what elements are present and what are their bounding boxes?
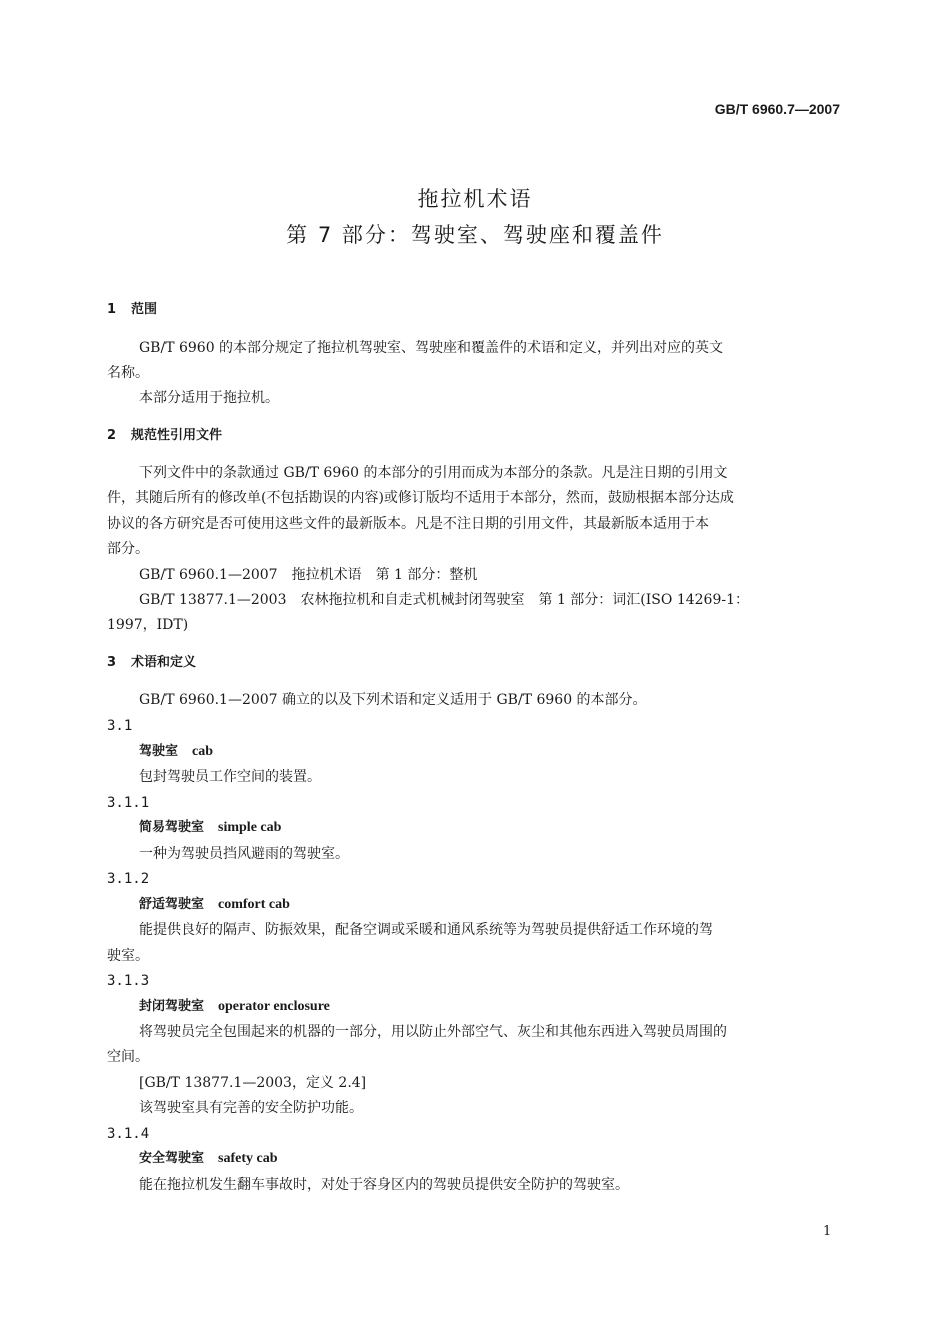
term-definition: 能在拖拉机发生翻车事故时，对处于容身区内的驾驶员提供安全防护的驾驶室。 <box>139 1177 629 1193</box>
term-definition: 将驾驶员完全包围起来的机器的一部分，用以防止外部空气、灰尘和其他东西进入驾驶员周围的 <box>139 1024 727 1040</box>
term-definition-continued: 空间。 <box>107 1049 149 1065</box>
paragraph-line: GB/T 6960.1—2007 确立的以及下列术语和定义适用于 GB/T 6960 的本部分。 <box>139 692 647 708</box>
page-number: 1 <box>823 1224 832 1239</box>
term-entry <box>139 1149 278 1169</box>
section-title: 规范性引用文件 <box>131 428 223 443</box>
term-zh: 驾驶室 <box>139 744 179 759</box>
section-heading-scope <box>107 300 157 320</box>
term-source-reference: [GB/T 13877.1—2003，定义 2.4] <box>139 1075 367 1091</box>
term-zh: 封闭驾驶室 <box>139 999 205 1014</box>
section-number: 1 <box>107 302 117 317</box>
term-en: cab <box>192 744 214 759</box>
term-entry <box>139 997 330 1017</box>
term-en: operator enclosure <box>218 999 330 1014</box>
paragraph-line: 本部分适用于拖拉机。 <box>139 390 279 406</box>
clause-number: 3.1.4 <box>107 1126 150 1142</box>
clause-number: 3.1.1 <box>107 795 150 811</box>
paragraph-line: GB/T 6960 的本部分规定了拖拉机驾驶室、驾驶座和覆盖件的术语和定义，并列出对应的英文 <box>139 340 724 356</box>
section-title: 范围 <box>131 302 158 317</box>
term-entry <box>139 895 290 915</box>
section-heading-terms <box>107 653 196 673</box>
document-title: 拖拉机术语 <box>417 187 533 211</box>
term-definition-continued: 驶室。 <box>107 948 149 964</box>
section-title: 术语和定义 <box>131 655 197 670</box>
term-definition: 能提供良好的隔声、防振效果，配备空调或采暖和通风系统等为驾驶员提供舒适工作环境的驾 <box>139 922 713 938</box>
term-entry <box>139 818 281 838</box>
section-number: 2 <box>107 428 117 443</box>
document-number: GB/T 6960.7—2007 <box>714 101 840 117</box>
reference-item: GB/T 6960.1—2007 拖拉机术语 第 1 部分：整机 <box>139 567 478 583</box>
term-definition: 包封驾驶员工作空间的装置。 <box>139 769 321 785</box>
paragraph-line: 协议的各方研究是否可使用这些文件的最新版本。凡是不注日期的引用文件，其最新版本适用于本 <box>107 516 709 532</box>
paragraph-line: 件，其随后所有的修改单(不包括勘误的内容)或修订版均不适用于本部分，然而，鼓励根据本部分达成 <box>107 490 734 506</box>
term-definition: 一种为驾驶员挡风避雨的驾驶室。 <box>139 846 349 862</box>
clause-number: 3.1.2 <box>107 871 150 887</box>
term-entry <box>139 742 213 762</box>
term-en: comfort cab <box>218 897 290 912</box>
reference-item-continued: 1997，IDT) <box>107 617 189 633</box>
term-note: 该驾驶室具有完善的安全防护功能。 <box>139 1100 363 1116</box>
term-zh: 舒适驾驶室 <box>139 897 205 912</box>
term-zh: 简易驾驶室 <box>139 820 205 835</box>
term-zh: 安全驾驶室 <box>139 1151 205 1166</box>
term-en: safety cab <box>218 1151 278 1166</box>
section-number: 3 <box>107 655 117 670</box>
paragraph-line: 下列文件中的条款通过 GB/T 6960 的本部分的引用而成为本部分的条款。凡是注日期的引用文 <box>139 465 728 481</box>
reference-item: GB/T 13877.1—2003 农林拖拉机和自走式机械封闭驾驶室 第 1 部分：词汇(ISO 14269-1： <box>139 592 749 608</box>
paragraph-line: 部分。 <box>107 541 149 557</box>
paragraph-line: 名称。 <box>107 365 149 381</box>
section-heading-normative-references <box>107 426 222 446</box>
document-subtitle: 第 7 部分：驾驶室、驾驶座和覆盖件 <box>286 223 664 247</box>
term-en: simple cab <box>218 820 282 835</box>
clause-number: 3.1 <box>107 718 133 734</box>
clause-number: 3.1.3 <box>107 973 150 989</box>
